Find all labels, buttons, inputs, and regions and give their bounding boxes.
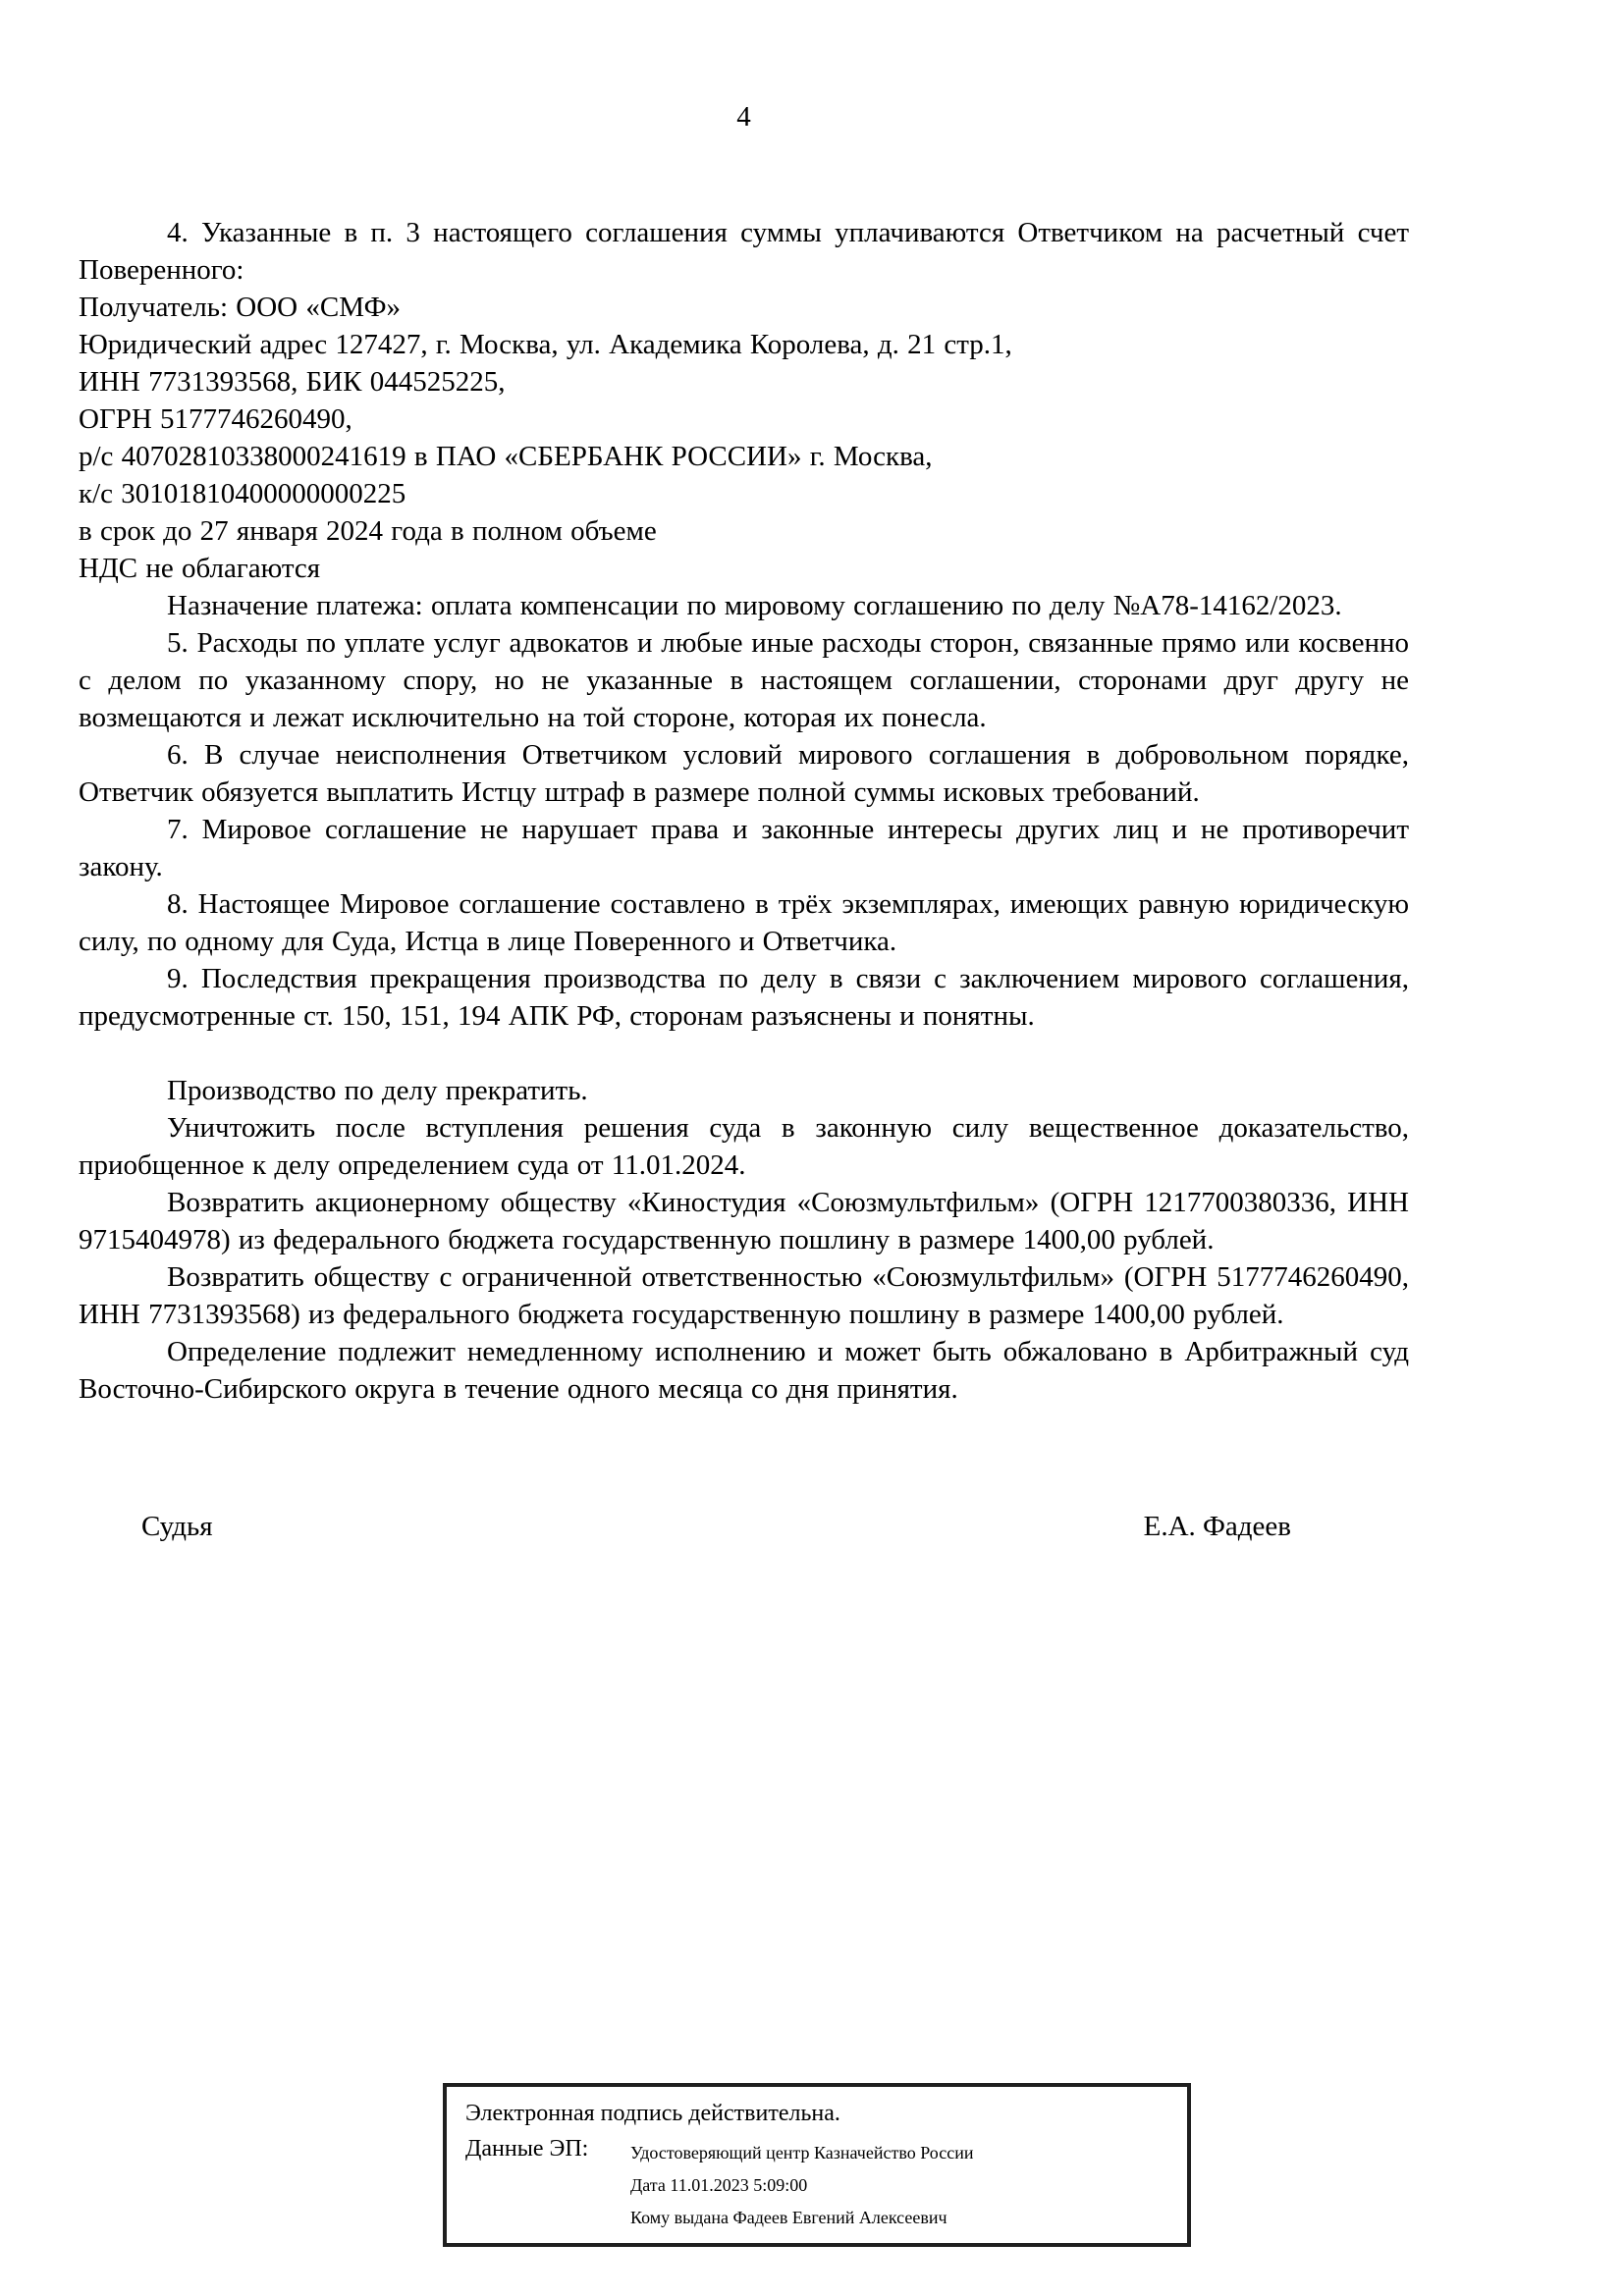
paragraph: 7. Мировое соглашение не нарушает права и законные интересы других лиц и не противоречит закону. — [79, 814, 1409, 882]
stamp-label: Данные ЭП: — [465, 2136, 589, 2162]
paragraph: Определение подлежит немедленному исполнению и может быть обжаловано в Арбитражный суд Восточно-Сибирского округа в течение одного месяца со дня принятия. — [79, 1336, 1409, 1405]
paragraph: Производство по делу прекратить. — [167, 1075, 588, 1106]
paragraph: 5. Расходы по уплате услуг адвокатов и любые иные расходы сторон, связанные прямо или косвенно с делом по указанному спору, но не указанные в настоящем соглашении, сторонами друг другу не возмещаются и лежат исключительно на той стороне, которая их понесла. — [79, 627, 1409, 733]
paragraph: НДС не облагаются — [79, 553, 321, 584]
paragraph: к/с 30101810400000000225 — [79, 478, 406, 509]
stamp-detail-line: Удостоверяющий центр Казначейство России — [630, 2143, 974, 2163]
stamp-detail-line: Кому выдана Фадеев Евгений Алексеевич — [630, 2208, 947, 2227]
paragraph: ИНН 7731393568, БИК 044525225, — [79, 366, 506, 398]
signature-row — [79, 1508, 1409, 1545]
paragraph: Юридический адрес 127427, г. Москва, ул. Академика Королева, д. 21 стр.1, — [79, 329, 1012, 360]
judge-label: Судья — [141, 1511, 213, 1542]
document-body — [79, 214, 1409, 1545]
stamp-title: Электронная подпись действительна. — [465, 2101, 840, 2126]
paragraph: Возвратить обществу с ограниченной ответственностью «Союзмультфильм» (ОГРН 5177746260490, ИНН 7731393568) из федерального бюджета государственную пошлину в размере 1400,00 рублей. — [79, 1261, 1409, 1330]
paragraph: 6. В случае неисполнения Ответчиком условий мирового соглашения в добровольном порядке, Ответчик обязуется выплатить Истцу штраф в размере полной суммы исковых требований. — [79, 739, 1409, 808]
paragraph: ОГРН 5177746260490, — [79, 403, 352, 435]
paragraph: Уничтожить после вступления решения суда в законную силу вещественное доказательство, приобщенное к делу определением суда от 11.01.2024. — [79, 1112, 1409, 1181]
stamp-detail-line: Дата 11.01.2023 5:09:00 — [630, 2175, 808, 2195]
paragraph: 4. Указанные в п. 3 настоящего соглашения суммы уплачиваются Ответчиком на расчетный счет Поверенного: — [79, 217, 1409, 286]
signature-stamp — [443, 2083, 1191, 2247]
paragraph: 8. Настоящее Мировое соглашение составлено в трёх экземплярах, имеющих равную юридическую силу, по одному для Суда, Истца в лице Поверенного и Ответчика. — [79, 888, 1409, 957]
paragraph: в срок до 27 января 2024 года в полном объеме — [79, 515, 657, 547]
stamp-details-row — [465, 2134, 1179, 2234]
paragraph: Возвратить акционерному обществу «Киностудия «Союзмультфильм» (ОГРН 1217700380336, ИНН 9715404978) из федерального бюджета государственную пошлину в размере 1400,00 рублей. — [79, 1187, 1409, 1255]
page-number: 4 — [736, 101, 751, 133]
paragraph: р/с 40702810338000241619 в ПАО «СБЕРБАНК РОССИИ» г. Москва, — [79, 441, 933, 472]
stamp-detail-lines — [630, 2134, 973, 2234]
paragraph: Получатель: ООО «СМФ» — [79, 292, 402, 323]
judge-name: Е.А. Фадеев — [1143, 1511, 1291, 1542]
paragraph: 9. Последствия прекращения производства по делу в связи с заключением мирового соглашения, предусмотренные ст. 150, 151, 194 АПК РФ, сторонам разъяснены и понятны. — [79, 963, 1409, 1032]
paragraph: Назначение платежа: оплата компенсации по мировому соглашению по делу №А78-14162/2023. — [167, 590, 1342, 621]
